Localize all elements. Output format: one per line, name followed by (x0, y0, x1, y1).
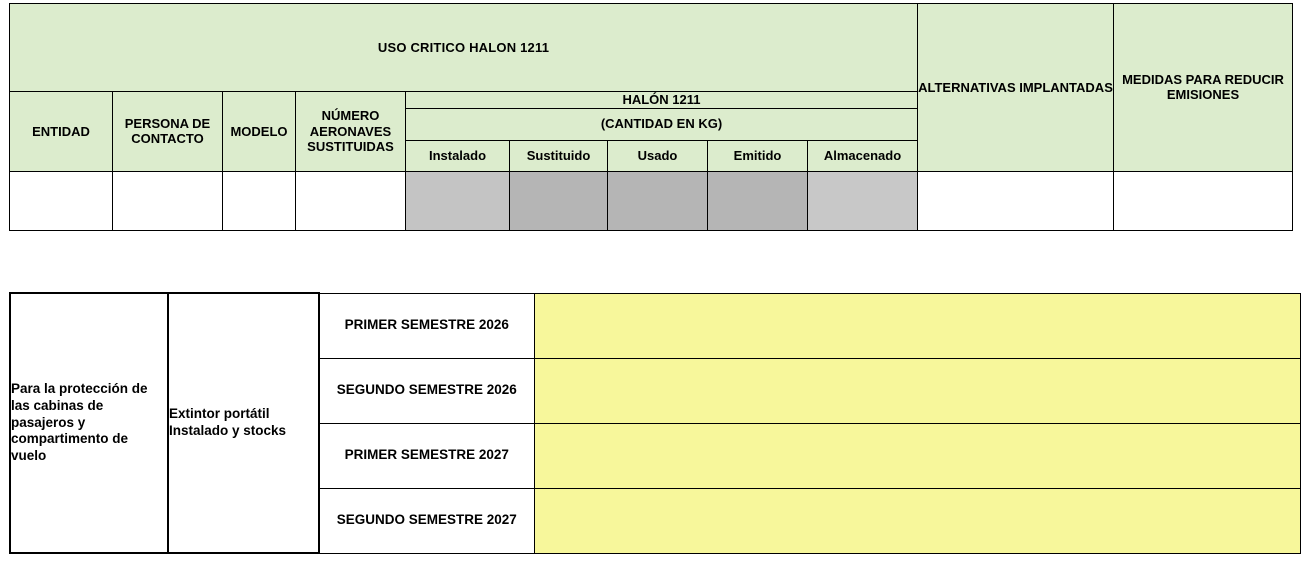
column-header-persona-contacto: PERSONA DE CONTACTO (113, 92, 223, 172)
column-header-modelo: MODELO (223, 92, 296, 172)
protection-description-cell: Para la protección de las cabinas de pasajeros y compartimento de vuelo (10, 293, 168, 553)
period-label-segundo-semestre-2026: SEGUNDO SEMESTRE 2026 (319, 358, 534, 423)
table-row (10, 171, 1293, 230)
value-field-primer-semestre-2027[interactable] (534, 423, 1300, 488)
column-header-emitido: Emitido (708, 140, 808, 171)
cell-entidad[interactable] (10, 171, 113, 230)
column-header-numero-aeronaves: NÚMERO AERONAVES SUSTITUIDAS (296, 92, 406, 172)
cell-almacenado[interactable] (808, 171, 918, 230)
semester-report-table (9, 292, 1301, 554)
cell-numero-aeronaves[interactable] (296, 171, 406, 230)
column-header-medidas: MEDIDAS PARA REDUCIR EMISIONES (1114, 4, 1293, 172)
value-field-segundo-semestre-2027[interactable] (534, 488, 1300, 553)
period-label-primer-semestre-2027: PRIMER SEMESTRE 2027 (319, 423, 534, 488)
table-row (10, 293, 1300, 358)
column-header-alternativas: ALTERNATIVAS IMPLANTADAS (918, 4, 1114, 172)
extinguisher-subject-cell: Extintor portátil Instalado y stocks (168, 293, 319, 553)
column-header-almacenado: Almacenado (808, 140, 918, 171)
column-header-cantidad-kg: (CANTIDAD EN KG) (406, 108, 918, 140)
cell-persona-contacto[interactable] (113, 171, 223, 230)
column-header-halon-1211: HALÓN 1211 (406, 92, 918, 109)
value-field-segundo-semestre-2026[interactable] (534, 358, 1300, 423)
period-label-primer-semestre-2026: PRIMER SEMESTRE 2026 (319, 293, 534, 358)
table-title-cell: USO CRITICO HALON 1211 (10, 4, 918, 92)
column-header-entidad: ENTIDAD (10, 92, 113, 172)
cell-medidas[interactable] (1114, 171, 1293, 230)
cell-alternativas[interactable] (918, 171, 1114, 230)
period-label-segundo-semestre-2027: SEGUNDO SEMESTRE 2027 (319, 488, 534, 553)
column-header-usado: Usado (608, 140, 708, 171)
cell-sustituido[interactable] (510, 171, 608, 230)
cell-modelo[interactable] (223, 171, 296, 230)
value-field-primer-semestre-2026[interactable] (534, 293, 1300, 358)
column-header-sustituido: Sustituido (510, 140, 608, 171)
cell-emitido[interactable] (708, 171, 808, 230)
critical-use-halon-table (9, 3, 1293, 231)
column-header-instalado: Instalado (406, 140, 510, 171)
table-header-row-title (10, 4, 1293, 92)
cell-usado[interactable] (608, 171, 708, 230)
cell-instalado[interactable] (406, 171, 510, 230)
